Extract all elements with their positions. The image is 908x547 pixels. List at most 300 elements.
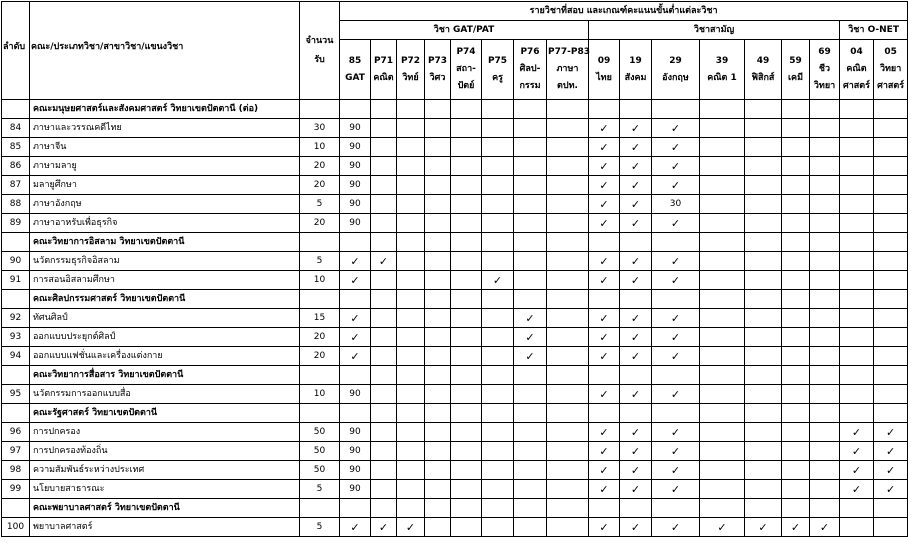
check-icon: ✓ <box>589 423 620 442</box>
header-col-code: 69 <box>818 47 831 57</box>
section-empty-cell <box>340 404 371 423</box>
row-no: 95 <box>2 385 30 404</box>
check-icon: ✓ <box>652 347 700 366</box>
header-col-code: 29 <box>669 55 682 66</box>
header-col-name2: ศาสตร์ <box>843 81 870 91</box>
section-empty-cell <box>810 233 840 252</box>
row-program-name: ภาษามลายู <box>30 157 300 176</box>
section-empty-cell <box>425 233 451 252</box>
header-col-code: 19 <box>629 55 642 66</box>
check-icon: ✓ <box>340 309 371 328</box>
score-cell <box>810 385 840 404</box>
section-empty-cell <box>782 100 810 119</box>
score-cell <box>425 195 451 214</box>
check-icon: ✓ <box>620 138 652 157</box>
score-cell <box>810 176 840 195</box>
check-icon: ✓ <box>620 195 652 214</box>
section-empty-cell <box>451 366 482 385</box>
check-icon: ✓ <box>589 309 620 328</box>
score-cell <box>700 480 745 499</box>
section-empty-cell <box>745 290 782 309</box>
header-col-name2: ปัตย์ <box>457 81 475 91</box>
section-empty-cell <box>547 404 589 423</box>
score-cell <box>782 119 810 138</box>
header-col-name1: สังคม <box>624 72 647 83</box>
check-icon: ✓ <box>620 385 652 404</box>
section-empty-cell <box>371 499 397 518</box>
header-col-name2: วิทยา <box>813 81 836 91</box>
check-icon: ✓ <box>482 271 514 290</box>
header-col-name2: กรรม <box>519 81 541 91</box>
check-icon: ✓ <box>589 442 620 461</box>
section-empty-cell <box>425 100 451 119</box>
score-cell <box>482 518 514 537</box>
score-cell <box>371 423 397 442</box>
section-empty-cell <box>700 233 745 252</box>
section-empty-cell <box>745 100 782 119</box>
header-col-15 <box>840 40 874 100</box>
score-cell <box>514 461 547 480</box>
section-empty-cell <box>700 404 745 423</box>
score-cell <box>874 176 908 195</box>
score-cell <box>700 442 745 461</box>
check-icon: ✓ <box>340 328 371 347</box>
section-empty-cell <box>371 100 397 119</box>
header-col-code: 04 <box>850 47 863 57</box>
score-cell <box>514 480 547 499</box>
section-empty-cell <box>782 404 810 423</box>
section-empty-cell <box>340 100 371 119</box>
row-seats: 30 <box>300 119 340 138</box>
check-icon: ✓ <box>652 176 700 195</box>
score-cell <box>482 157 514 176</box>
section-empty-cell <box>700 290 745 309</box>
score-cell <box>547 195 589 214</box>
section-empty-cell <box>620 499 652 518</box>
score-cell <box>547 176 589 195</box>
score-cell <box>482 385 514 404</box>
header-no: ลำดับ <box>2 2 30 100</box>
score-cell <box>700 461 745 480</box>
score-cell <box>397 442 425 461</box>
section-empty-cell <box>514 233 547 252</box>
score-cell: 90 <box>340 138 371 157</box>
score-cell <box>745 138 782 157</box>
score-cell <box>397 328 425 347</box>
check-icon: ✓ <box>589 195 620 214</box>
check-icon: ✓ <box>652 385 700 404</box>
section-empty-cell <box>397 100 425 119</box>
score-cell <box>425 309 451 328</box>
section-empty-cell <box>397 366 425 385</box>
row-no: 86 <box>2 157 30 176</box>
header-col-code: 49 <box>756 55 770 66</box>
score-cell <box>451 195 482 214</box>
score-cell <box>810 347 840 366</box>
score-cell <box>371 328 397 347</box>
check-icon: ✓ <box>589 176 620 195</box>
score-cell <box>840 157 874 176</box>
score-cell <box>371 442 397 461</box>
score-cell <box>482 252 514 271</box>
score-cell <box>371 138 397 157</box>
section-row <box>2 233 908 252</box>
section-row <box>2 290 908 309</box>
score-cell <box>745 423 782 442</box>
score-cell <box>514 252 547 271</box>
header-col-name1: วิทย์ <box>402 72 419 83</box>
check-icon: ✓ <box>589 271 620 290</box>
score-cell <box>745 347 782 366</box>
section-empty-cell <box>300 290 340 309</box>
score-cell <box>425 176 451 195</box>
score-cell <box>700 138 745 157</box>
header-group-onet: วิชา O-NET <box>840 21 908 40</box>
section-empty-cell <box>874 290 908 309</box>
score-cell <box>397 252 425 271</box>
check-icon: ✓ <box>514 309 547 328</box>
score-cell: 90 <box>340 423 371 442</box>
check-icon: ✓ <box>589 461 620 480</box>
score-cell <box>782 157 810 176</box>
table-row <box>2 442 908 461</box>
section-empty-cell <box>451 404 482 423</box>
section-empty-cell <box>482 366 514 385</box>
header-col-14 <box>810 40 840 100</box>
row-seats: 5 <box>300 480 340 499</box>
section-row <box>2 499 908 518</box>
header-col-name1: วิศว <box>429 72 446 83</box>
score-cell <box>514 195 547 214</box>
section-empty-cell <box>620 404 652 423</box>
row-no: 85 <box>2 138 30 157</box>
score-cell <box>425 442 451 461</box>
section-empty-cell <box>397 404 425 423</box>
header-col-name1: GAT <box>345 72 365 83</box>
score-cell: 90 <box>340 214 371 233</box>
section-no-cell <box>2 100 30 119</box>
score-cell <box>397 309 425 328</box>
score-cell <box>514 176 547 195</box>
table-row <box>2 461 908 480</box>
section-empty-cell <box>745 233 782 252</box>
section-empty-cell <box>300 366 340 385</box>
section-empty-cell <box>482 233 514 252</box>
score-cell <box>810 157 840 176</box>
score-cell <box>451 157 482 176</box>
score-cell <box>810 423 840 442</box>
score-cell <box>782 385 810 404</box>
score-cell <box>425 518 451 537</box>
score-cell <box>425 423 451 442</box>
check-icon: ✓ <box>620 119 652 138</box>
score-cell <box>700 309 745 328</box>
section-empty-cell <box>874 499 908 518</box>
check-icon: ✓ <box>840 461 874 480</box>
section-empty-cell <box>340 366 371 385</box>
row-program-name: ภาษาจีน <box>30 138 300 157</box>
header-col-code: 39 <box>715 55 729 66</box>
score-cell <box>745 309 782 328</box>
score-cell <box>700 119 745 138</box>
row-seats: 20 <box>300 157 340 176</box>
table-row <box>2 138 908 157</box>
header-seats <box>300 2 340 100</box>
section-empty-cell <box>782 290 810 309</box>
score-cell: 90 <box>340 480 371 499</box>
score-cell <box>451 442 482 461</box>
check-icon: ✓ <box>620 176 652 195</box>
row-no: 96 <box>2 423 30 442</box>
score-cell <box>451 518 482 537</box>
score-cell <box>874 271 908 290</box>
table-row <box>2 195 908 214</box>
score-cell <box>482 138 514 157</box>
table-row <box>2 157 908 176</box>
score-cell <box>745 119 782 138</box>
section-empty-cell <box>782 366 810 385</box>
check-icon: ✓ <box>652 461 700 480</box>
check-icon: ✓ <box>652 252 700 271</box>
row-program-name: ภาษาอาหรับเพื่อธุรกิจ <box>30 214 300 233</box>
section-empty-cell <box>482 100 514 119</box>
score-cell <box>810 442 840 461</box>
header-seats-line2: รับ <box>314 54 325 65</box>
section-no-cell <box>2 290 30 309</box>
header-faculty: คณะ/ประเภทวิชา/สาขาวิชา/แขนงวิชา <box>30 2 300 100</box>
score-cell: 90 <box>340 385 371 404</box>
header-col-13 <box>782 40 810 100</box>
score-cell <box>451 423 482 442</box>
section-empty-cell <box>810 499 840 518</box>
section-empty-cell <box>425 290 451 309</box>
score-cell <box>547 328 589 347</box>
check-icon: ✓ <box>340 252 371 271</box>
check-icon: ✓ <box>340 347 371 366</box>
row-program-name: นวัตกรรมธุรกิจอิสลาม <box>30 252 300 271</box>
section-empty-cell <box>840 499 874 518</box>
table-row <box>2 347 908 366</box>
table-row <box>2 385 908 404</box>
score-cell <box>514 214 547 233</box>
header-col-code: 05 <box>884 47 897 57</box>
check-icon: ✓ <box>340 271 371 290</box>
row-seats: 10 <box>300 271 340 290</box>
header-group-gatpat: วิชา GAT/PAT <box>340 21 589 40</box>
section-empty-cell <box>482 499 514 518</box>
check-icon: ✓ <box>840 442 874 461</box>
header-col-code: P72 <box>400 55 421 66</box>
score-cell <box>874 157 908 176</box>
section-empty-cell <box>451 499 482 518</box>
section-empty-cell <box>482 404 514 423</box>
header-col-1 <box>371 40 397 100</box>
score-cell <box>451 176 482 195</box>
section-empty-cell <box>425 366 451 385</box>
table-row <box>2 328 908 347</box>
header-col-12 <box>745 40 782 100</box>
header-col-8 <box>589 40 620 100</box>
section-empty-cell <box>840 366 874 385</box>
score-cell <box>397 214 425 233</box>
score-cell <box>397 271 425 290</box>
check-icon: ✓ <box>840 480 874 499</box>
row-seats: 50 <box>300 461 340 480</box>
score-cell <box>451 119 482 138</box>
score-cell <box>547 347 589 366</box>
section-empty-cell <box>700 366 745 385</box>
table-row <box>2 518 908 537</box>
score-cell: 90 <box>340 157 371 176</box>
score-cell <box>782 347 810 366</box>
check-icon: ✓ <box>620 271 652 290</box>
score-cell <box>782 252 810 271</box>
section-empty-cell <box>745 404 782 423</box>
section-empty-cell <box>300 404 340 423</box>
score-cell <box>840 328 874 347</box>
row-program-name: ภาษาและวรรณคดีไทย <box>30 119 300 138</box>
section-empty-cell <box>547 290 589 309</box>
score-cell <box>874 252 908 271</box>
header-col-0 <box>340 40 371 100</box>
section-empty-cell <box>514 100 547 119</box>
section-empty-cell <box>340 233 371 252</box>
score-cell <box>371 195 397 214</box>
header-seats-line1: จำนวน <box>305 35 334 46</box>
header-col-name2: ตปท. <box>557 81 578 91</box>
score-cell: 90 <box>340 119 371 138</box>
header-col-code: P74 <box>456 47 476 57</box>
score-cell <box>840 119 874 138</box>
header-col-9 <box>620 40 652 100</box>
score-cell <box>371 461 397 480</box>
section-no-cell <box>2 404 30 423</box>
score-cell <box>451 214 482 233</box>
header-col-16 <box>874 40 908 100</box>
score-cell <box>874 518 908 537</box>
score-cell <box>397 423 425 442</box>
score-cell <box>425 119 451 138</box>
section-empty-cell <box>482 290 514 309</box>
score-cell <box>514 385 547 404</box>
section-empty-cell <box>874 366 908 385</box>
section-empty-cell <box>620 290 652 309</box>
score-cell <box>547 309 589 328</box>
row-no: 89 <box>2 214 30 233</box>
score-cell <box>782 195 810 214</box>
table-row <box>2 252 908 271</box>
header-col-name1: คณิต 1 <box>707 72 737 83</box>
row-program-name: ออกแบบประยุกต์ศิลป์ <box>30 328 300 347</box>
check-icon: ✓ <box>620 309 652 328</box>
score-cell <box>547 385 589 404</box>
score-cell <box>371 157 397 176</box>
score-cell <box>397 119 425 138</box>
section-title: คณะวิทยาการอิสลาม วิทยาเขตปัตตานี <box>30 233 300 252</box>
row-seats: 20 <box>300 176 340 195</box>
score-cell <box>840 309 874 328</box>
table-row <box>2 423 908 442</box>
section-empty-cell <box>425 404 451 423</box>
check-icon: ✓ <box>652 423 700 442</box>
table-row <box>2 214 908 233</box>
section-title: คณะรัฐศาสตร์ วิทยาเขตปัตตานี <box>30 404 300 423</box>
check-icon: ✓ <box>371 252 397 271</box>
header-col-code: P71 <box>373 55 394 66</box>
row-program-name: ทัศนศิลป์ <box>30 309 300 328</box>
section-empty-cell <box>514 366 547 385</box>
row-no: 90 <box>2 252 30 271</box>
score-cell <box>547 252 589 271</box>
score-cell <box>451 252 482 271</box>
score-cell: 90 <box>340 195 371 214</box>
section-no-cell <box>2 366 30 385</box>
score-cell <box>451 309 482 328</box>
check-icon: ✓ <box>589 157 620 176</box>
score-cell <box>371 214 397 233</box>
score-cell <box>482 214 514 233</box>
section-empty-cell <box>874 233 908 252</box>
score-cell <box>840 252 874 271</box>
section-empty-cell <box>810 290 840 309</box>
row-seats: 15 <box>300 309 340 328</box>
section-no-cell <box>2 499 30 518</box>
score-cell <box>547 518 589 537</box>
score-cell <box>451 328 482 347</box>
section-row <box>2 366 908 385</box>
score-cell <box>745 385 782 404</box>
score-cell <box>514 518 547 537</box>
check-icon: ✓ <box>620 423 652 442</box>
score-cell <box>782 461 810 480</box>
score-cell <box>397 138 425 157</box>
score-cell <box>810 480 840 499</box>
row-no: 98 <box>2 461 30 480</box>
score-cell <box>451 138 482 157</box>
score-cell <box>745 328 782 347</box>
score-cell <box>874 328 908 347</box>
score-cell <box>514 271 547 290</box>
section-empty-cell <box>371 366 397 385</box>
section-empty-cell <box>371 290 397 309</box>
section-empty-cell <box>840 233 874 252</box>
check-icon: ✓ <box>652 271 700 290</box>
check-icon: ✓ <box>589 138 620 157</box>
check-icon: ✓ <box>652 138 700 157</box>
table-row <box>2 176 908 195</box>
score-cell <box>874 385 908 404</box>
section-title: คณะมนุษยศาสตร์และสังคมศาสตร์ วิทยาเขตปัตตานี (ต่อ) <box>30 100 300 119</box>
score-cell <box>482 461 514 480</box>
check-icon: ✓ <box>620 252 652 271</box>
score-cell <box>547 480 589 499</box>
row-no: 84 <box>2 119 30 138</box>
score-cell <box>810 252 840 271</box>
score-cell <box>425 347 451 366</box>
section-empty-cell <box>371 233 397 252</box>
score-cell <box>547 271 589 290</box>
check-icon: ✓ <box>589 214 620 233</box>
check-icon: ✓ <box>589 119 620 138</box>
header-col-name1: ครู <box>492 72 503 83</box>
score-cell <box>482 119 514 138</box>
check-icon: ✓ <box>589 252 620 271</box>
section-empty-cell <box>451 100 482 119</box>
score-cell <box>425 328 451 347</box>
section-empty-cell <box>782 499 810 518</box>
score-cell <box>451 385 482 404</box>
score-cell <box>482 195 514 214</box>
